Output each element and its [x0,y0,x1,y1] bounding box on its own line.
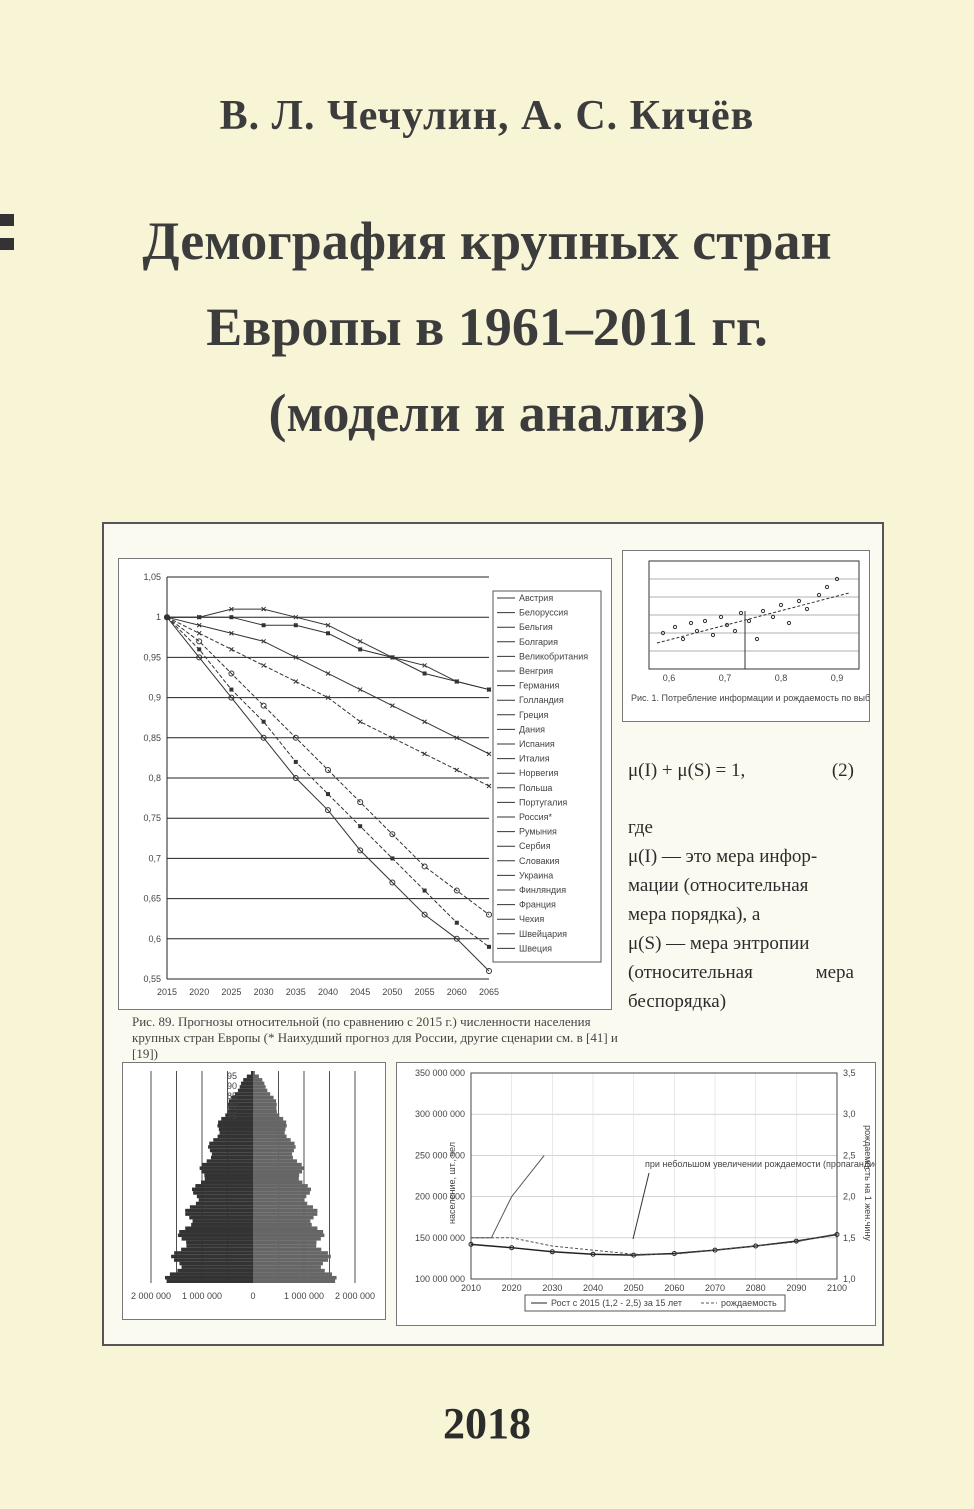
data-point [326,792,330,796]
scatter-point [797,599,800,602]
scatter-point [739,611,742,614]
pyramid-bar-female [253,1173,299,1177]
legend-entry: Франция [519,899,556,910]
pyramid-bar-female [253,1152,292,1156]
y-tick-label: 0,8 [148,773,161,783]
scatter-point [771,615,774,618]
pyramid-bar-male [220,1131,253,1135]
x-tick-label: 2070 [704,1283,726,1293]
scatter-point [825,585,828,588]
x-tick-label: 2035 [285,987,306,997]
pyramid-bar-female [253,1219,310,1223]
data-point [262,663,266,667]
population-pyramid [123,1063,385,1319]
pyramid-bar-female [253,1113,279,1117]
pyramid-bar-male [221,1117,253,1121]
data-point [455,921,459,925]
legend-entry: Польша [519,782,553,793]
pyramid-bar-male [189,1216,253,1220]
x-tick-label: 2020 [501,1283,522,1293]
pyramid-bar-female [253,1272,332,1276]
legend-entry: рождаемость [721,1298,777,1308]
x-tick-label: 2060 [446,987,467,997]
scatter-point [681,637,684,640]
legend-entry: Рост с 2015 (1,2 - 2,5) за 15 лет [551,1298,682,1308]
pyramid-bar-female [253,1166,304,1170]
y-tick-label: 0,65 [143,893,161,904]
scatter-point [719,615,722,618]
forecast-chart-panel [118,558,612,1010]
fertility-line [471,1234,837,1255]
y-axis-label: население, шт., чел [447,1142,457,1224]
legend-entry: Болгария [519,636,558,647]
pyramid-bar-male [205,1177,253,1181]
pyramid-bar-male [174,1251,253,1255]
pyramid-bar-male [190,1205,253,1209]
pyramid-bar-female [253,1170,302,1174]
data-point [294,623,298,627]
pyramid-bar-female [253,1096,274,1100]
data-point [358,639,362,643]
formula-text-line: (относительная мера [628,962,854,983]
pyramid-bar-male [182,1265,253,1269]
data-point [229,615,233,619]
legend-entry: Белоруссия [519,607,569,618]
pyramid-bar-female [253,1177,299,1181]
data-point [390,856,394,860]
pyramid-bar-female [253,1248,321,1252]
y-tick-label: 1 [155,612,161,623]
scatter-point [703,619,706,622]
age-label: 90 [227,1081,238,1091]
legend-entry: Греция [519,709,549,720]
x-tick-label: 2040 [582,1283,604,1293]
y-tick-label: 0,75 [143,813,161,824]
title-line-1: Демография крупных стран [142,211,832,271]
pyramid-bar-female [253,1234,324,1238]
pyramid-bar-male [197,1195,253,1199]
data-point [390,704,394,708]
pyramid-bar-female [253,1120,286,1124]
scatter-point [733,629,736,632]
pyramid-bar-male [202,1163,253,1167]
scatter-point [711,633,714,636]
pyramid-bar-female [253,1142,295,1146]
x-tick-label: 2010 [460,1283,482,1293]
formula-text-line: μ(S) — мера энтропии [628,933,810,954]
pyramid-bar-female [253,1103,277,1107]
caption-line-1: Рис. 89. Прогнозы относительной (по сравнению с 2015 г.) численности населения [132,1014,591,1029]
scatter-panel [622,550,870,722]
pyramid-bar-male [186,1241,253,1245]
population-pyramid-panel [122,1062,386,1320]
pyramid-bar-male [199,1198,253,1202]
pyramid-bar-female [253,1117,283,1121]
scatter-point [755,637,758,640]
pyramid-bar-female [253,1075,259,1079]
legend-entry: Украина [519,870,554,881]
legend-entry: Испания [519,739,555,749]
pyramid-bar-female [253,1265,321,1269]
pyramid-bar-male [201,1181,253,1185]
pyramid-bar-female [253,1188,311,1192]
x-tick-label: 2045 [350,987,371,997]
y-tick-label: 100 000 000 [414,1274,465,1284]
pyramid-bar-female [253,1156,293,1160]
series-line [167,617,489,754]
series-line [167,617,489,786]
pyramid-bar-male [204,1173,253,1177]
scatter-point [817,593,820,596]
pyramid-bar-male [213,1138,253,1142]
legend-entry: Венгрия [519,666,554,676]
pyramid-bar-female [253,1241,316,1245]
pyramid-bar-male [240,1085,253,1089]
pyramid-bar-male [193,1219,253,1223]
data-point [487,945,491,949]
pyramid-bar-male [179,1230,253,1234]
x-tick-label: 2060 [664,1283,685,1293]
age-label: 75 [227,1111,238,1121]
pyramid-bar-female [253,1205,313,1209]
x-tick-label: 0,6 [662,673,676,683]
pyramid-bar-male [210,1149,253,1153]
x-tick-label: 1 000 000 [181,1291,223,1301]
data-point [487,752,491,756]
legend-entry: Россия* [519,812,553,822]
x-tick-label: 2100 [826,1283,848,1293]
pyramid-bar-male [238,1089,253,1093]
legend-entry: Швеция [519,943,552,954]
pyramid-bar-male [251,1071,253,1075]
x-tick-label: 2025 [221,987,242,997]
pyramid-bar-female [253,1262,323,1266]
book-title [0,198,974,456]
pyramid-bar-female [253,1082,264,1086]
data-point [197,615,201,619]
pyramid-bar-female [253,1258,328,1262]
legend-entry: Финляндия [519,885,567,895]
x-tick-label: 0,9 [830,673,844,683]
x-tick-label: 0,7 [718,673,732,683]
pyramid-bar-male [212,1152,253,1156]
pyramid-bar-male [186,1244,253,1248]
pyramid-bar-male [243,1078,253,1082]
pyramid-bar-female [253,1124,287,1128]
scatter-point [805,607,808,610]
legend-entry: Великобритания [519,651,589,662]
legend-entry: Чехия [519,914,545,925]
y-tick-label: 0,85 [143,732,161,743]
scatter-point [787,621,790,624]
y2-axis-label: рождаемость на 1 жен.чину [863,1125,873,1241]
y2-tick-label: 1,5 [843,1232,856,1243]
y-tick-label: 1,05 [143,572,161,582]
y-tick-label: 0,95 [143,652,161,663]
annotation: при небольшом увеличении рождаемости (пропагандистски) [645,1159,875,1169]
scatter-point [747,619,750,622]
data-point [326,671,330,675]
data-point [423,720,427,724]
plot-frame [471,1073,837,1279]
formula-equation: μ(I) + μ(S) = 1, [628,760,746,781]
x-tick-label: 2020 [189,987,210,997]
population-forecast-panel [396,1062,876,1326]
x-tick-label: 2 000 000 [130,1291,172,1301]
y-tick-label: 0,6 [148,933,161,944]
x-tick-label: 2050 [623,1283,644,1293]
formula-text-line: беспорядка) [628,991,727,1012]
data-point [423,889,427,893]
age-label: 95 [227,1071,238,1081]
pyramid-bar-female [253,1244,316,1248]
formula-text-line: мера порядка), а [628,904,761,925]
formula-where: где [628,817,653,838]
scatter-caption: Рис. 1. Потребление информации и рождаемость по выборке [631,693,869,703]
pyramid-bar-female [253,1191,310,1195]
pyramid-bar-male [247,1075,253,1079]
pyramid-bar-male [170,1272,253,1276]
pyramid-bar-female [253,1159,297,1163]
pyramid-bar-male [185,1226,253,1230]
pyramid-bar-male [185,1212,253,1216]
scatter-point [761,609,764,612]
series-line [167,617,489,914]
legend-entry: Италия [519,753,550,764]
authors: В. Л. Чечулин, А. С. Кичёв [219,93,755,139]
data-point [358,824,362,828]
legend-entry: Швейцария [519,928,568,939]
data-point [229,647,233,651]
formula-equation-row [628,756,854,785]
data-point [294,760,298,764]
pyramid-bar-female [253,1251,328,1255]
data-point [261,703,266,708]
pyramid-bar-female [253,1078,262,1082]
cover-collage [102,522,884,1346]
y2-tick-label: 3,0 [843,1109,856,1120]
formula-block [628,756,854,1016]
title-line-3: (модели и анализ) [268,383,706,443]
annotation-arrow [633,1173,649,1239]
y-tick-label: 0,55 [143,974,161,984]
title-line-2: Европы в 1961–2011 гг. [206,297,768,357]
pyramid-bar-female [253,1149,294,1153]
pyramid-bar-male [167,1279,253,1283]
legend-entry: Словакия [519,855,560,866]
pyramid-bar-female [253,1255,331,1259]
pyramid-bar-male [179,1262,253,1266]
scatter-point [689,621,692,624]
data-point [423,671,427,675]
x-tick-label: 2030 [253,987,274,997]
legend-entry: Дания [519,724,545,735]
scatter-point [779,603,782,606]
pyramid-bar-female [253,1184,308,1188]
caption-line-2: крупных стран Европы (* Наихудший прогноз для России, другие сценарии см. в [41] и [19]) [132,1030,618,1061]
pyramid-bar-female [253,1106,276,1110]
formula-number: (2) [831,760,854,781]
pyramid-bar-female [253,1145,296,1149]
pyramid-bar-male [209,1142,253,1146]
pyramid-bar-female [253,1181,302,1185]
pyramid-bar-female [253,1209,317,1213]
pyramid-bar-male [207,1159,253,1163]
pyramid-bar-male [211,1156,253,1160]
pyramid-bar-male [201,1170,253,1174]
age-label: 80 [227,1101,238,1111]
y-tick-label: 0,7 [148,853,161,864]
pyramid-bar-male [165,1276,253,1280]
pyramid-bar-female [253,1092,270,1096]
x-tick-label: 2090 [786,1283,807,1293]
data-point [487,784,491,788]
legend-entry: Сербия [519,841,551,852]
pyramid-bar-female [253,1212,317,1216]
data-point [294,680,298,684]
pyramid-bar-female [253,1269,325,1273]
pyramid-bar-female [253,1237,321,1241]
pyramid-bar-female [253,1110,277,1114]
x-tick-label: 0,8 [774,673,788,683]
x-tick-label: 0 [250,1291,256,1301]
pyramid-bar-male [195,1184,253,1188]
data-point [262,623,266,627]
x-tick-label: 2030 [542,1283,563,1293]
y2-tick-label: 2,5 [843,1150,856,1161]
pyramid-bar-male [219,1128,253,1132]
data-point [423,752,427,756]
pyramid-bar-female [253,1198,305,1202]
legend-entry: Бельгия [519,622,553,633]
y-tick-label: 350 000 000 [414,1068,465,1078]
pyramid-bar-female [253,1226,317,1230]
x-tick-label: 2050 [382,987,403,997]
data-point [197,639,202,644]
legend-entry: Австрия [519,593,554,603]
x-tick-label: 2015 [156,987,178,997]
x-tick-label: 2055 [414,987,435,997]
series-line [167,617,489,947]
y-tick-label: 200 000 000 [414,1191,465,1202]
pyramid-bar-female [253,1135,287,1139]
pyramid-bar-male [235,1092,253,1096]
x-tick-label: 2 000 000 [334,1291,376,1301]
y2-tick-label: 1,0 [843,1274,856,1284]
trend-line [657,593,849,643]
pyramid-bar-female [253,1089,267,1093]
pyramid-bar-male [217,1124,253,1128]
pyramid-bar-male [200,1166,253,1170]
y2-tick-label: 3,5 [843,1068,856,1078]
y-tick-label: 250 000 000 [414,1150,465,1161]
scatter-chart [623,551,869,721]
pyramid-bar-female [253,1071,255,1075]
formula-text-line: мации (относительная [628,875,809,896]
pyramid-bar-female [253,1138,291,1142]
population-forecast-chart [397,1063,875,1325]
pyramid-bar-male [218,1135,253,1139]
pyramid-bar-female [253,1202,307,1206]
pyramid-bar-male [193,1191,253,1195]
data-point [422,864,427,869]
data-point [487,688,491,692]
y-tick-label: 300 000 000 [414,1109,465,1120]
pyramid-bar-female [253,1085,266,1089]
pyramid-bar-female [253,1230,323,1234]
data-point [326,631,330,635]
data-point [229,688,233,692]
pyramid-bar-female [253,1195,306,1199]
scatter-point [673,625,676,628]
formula-text-line: μ(I) — это мера инфор- [628,846,818,867]
x-tick-label: 2080 [745,1283,766,1293]
x-tick-label: 1 000 000 [283,1291,325,1301]
pyramid-bar-female [253,1223,312,1227]
x-tick-label: 2040 [317,987,339,997]
pyramid-bar-male [178,1234,253,1238]
legend-entry: Голландия [519,695,564,706]
data-point [455,680,459,684]
series-line [167,617,489,689]
pyramid-bar-male [196,1202,253,1206]
data-point [358,720,362,724]
pyramid-bar-male [174,1258,253,1262]
data-point [358,647,362,651]
legend-entry: Румыния [519,826,557,837]
pyramid-bar-male [192,1188,253,1192]
legend-entry: Португалия [519,797,568,808]
pyramid-bar-female [253,1163,302,1167]
pyramid-bar-male [241,1082,253,1086]
legend-entry: Германия [519,680,560,691]
y2-tick-label: 2,0 [843,1191,856,1202]
publication-year: 2018 [443,1399,531,1448]
data-point [358,688,362,692]
pyramid-bar-male [208,1145,253,1149]
pyramid-bar-male [171,1255,253,1259]
pyramid-bar-female [253,1128,285,1132]
pyramid-bar-male [182,1237,253,1241]
pyramid-bar-male [177,1269,253,1273]
forecast-chart-caption [132,1014,632,1062]
pyramid-bar-female [253,1279,335,1283]
data-point [197,647,201,651]
pyramid-bar-male [181,1248,253,1252]
pyramid-bar-female [253,1216,314,1220]
data-point [197,631,201,635]
pyramid-bar-female [253,1131,285,1135]
forecast-chart [119,559,611,1009]
x-tick-label: 2065 [478,987,500,997]
y-tick-label: 0,9 [148,692,161,703]
pyramid-bar-male [191,1223,253,1227]
data-point [390,655,394,659]
data-point [262,720,266,724]
y-tick-label: 150 000 000 [414,1232,465,1243]
legend-entry: Норвегия [519,768,559,779]
pyramid-bar-male [185,1209,253,1213]
data-point [455,768,459,772]
age-label: 85 [227,1091,238,1101]
pyramid-bar-female [253,1099,276,1103]
pyramid-bar-female [253,1276,337,1280]
